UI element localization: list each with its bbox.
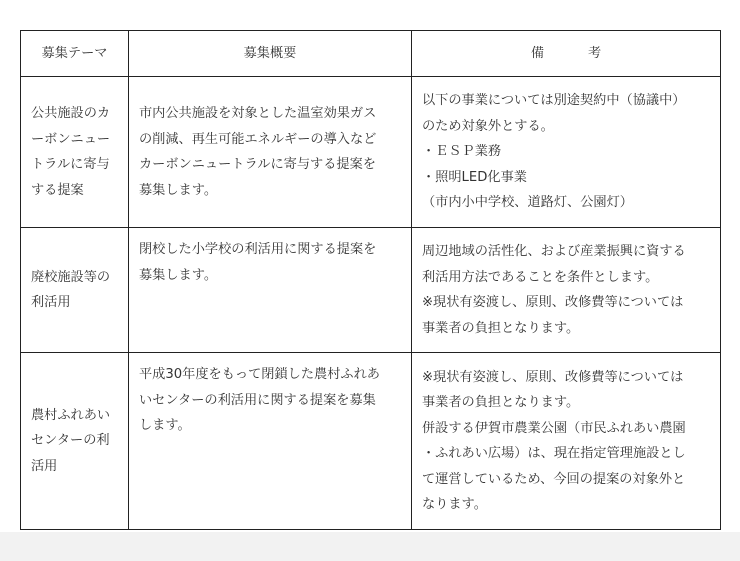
header-theme: 募集テーマ	[21, 31, 129, 77]
theme-cell	[21, 77, 129, 228]
summary-cell	[129, 228, 412, 353]
table-header-row	[21, 31, 721, 77]
theme-line: 利活用	[31, 295, 71, 310]
remarks-line: ※現状有姿渡し、原則、改修費等については	[422, 369, 684, 385]
summary-line: 平成30年度をもって閉鎖した農村ふれあ	[139, 367, 380, 382]
remarks-line: ・照明LED化事業	[422, 169, 527, 185]
theme-line: する提案	[31, 182, 84, 198]
table-row	[21, 228, 721, 353]
theme-line: トラルに寄与	[31, 157, 110, 172]
remarks-line: ・ＥＳＰ業務	[422, 144, 502, 160]
remarks-line: 利活用方法であることを条件とします。	[422, 269, 659, 285]
theme-cell	[21, 353, 129, 530]
remarks-line: なります。	[422, 497, 487, 512]
remarks-line: 事業者の負担となります。	[422, 395, 580, 410]
table-row	[21, 353, 721, 530]
theme-line: センターの利	[31, 433, 110, 449]
remarks-line: のため対象外とする。	[422, 118, 554, 134]
header-remarks	[412, 31, 721, 77]
remarks-line: て運営しているため、今回の提案の対象外と	[422, 471, 686, 487]
summary-line: カーボンニュートラルに寄与する提案を	[139, 157, 376, 172]
theme-line: 公共施設のカ	[31, 106, 111, 121]
proposal-table	[20, 30, 721, 530]
summary-cell	[129, 353, 412, 530]
remarks-cell	[412, 77, 721, 228]
remarks-line: （市内小中学校、道路灯、公園灯）	[422, 195, 633, 211]
summary-cell	[129, 77, 412, 228]
summary-line: 閉校した小学校の利活用に関する提案を	[139, 242, 377, 257]
theme-cell	[21, 228, 129, 353]
summary-line: の削減、再生可能エネルギーの導入など	[139, 131, 377, 147]
theme-line: ーボンニュー	[31, 131, 111, 147]
theme-line: 活用	[31, 458, 58, 474]
header-remarks-char1: 備	[530, 45, 544, 61]
remarks-line: 以下の事業については別途契約中（協議中）	[422, 93, 686, 109]
remarks-line: ※現状有姿渡し、原則、改修費等については	[422, 295, 684, 310]
remarks-line: 併設する伊賀市農業公園（市民ふれあい農園	[422, 420, 686, 436]
summary-line: 市内公共施設を対象とした温室効果ガス	[139, 106, 377, 121]
remarks-line: ・ふれあい広場）は、現在指定管理施設とし	[422, 446, 686, 461]
summary-line: します。	[139, 418, 191, 433]
summary-line: いセンターの利活用に関する提案を募集	[139, 392, 376, 408]
table-row	[21, 77, 721, 228]
header-remarks-char2: 考	[588, 45, 602, 61]
theme-line: 農村ふれあい	[31, 407, 111, 423]
remarks-cell	[412, 353, 721, 530]
remarks-cell	[412, 228, 721, 353]
summary-line: 募集します。	[139, 182, 218, 198]
remarks-line: 事業者の負担となります。	[422, 320, 580, 336]
remarks-line: 周辺地域の活性化、および産業振興に資する	[422, 244, 686, 259]
header-summary: 募集概要	[129, 31, 412, 77]
theme-line: 廃校施設等の	[31, 269, 111, 285]
summary-line: 募集します。	[139, 267, 218, 283]
